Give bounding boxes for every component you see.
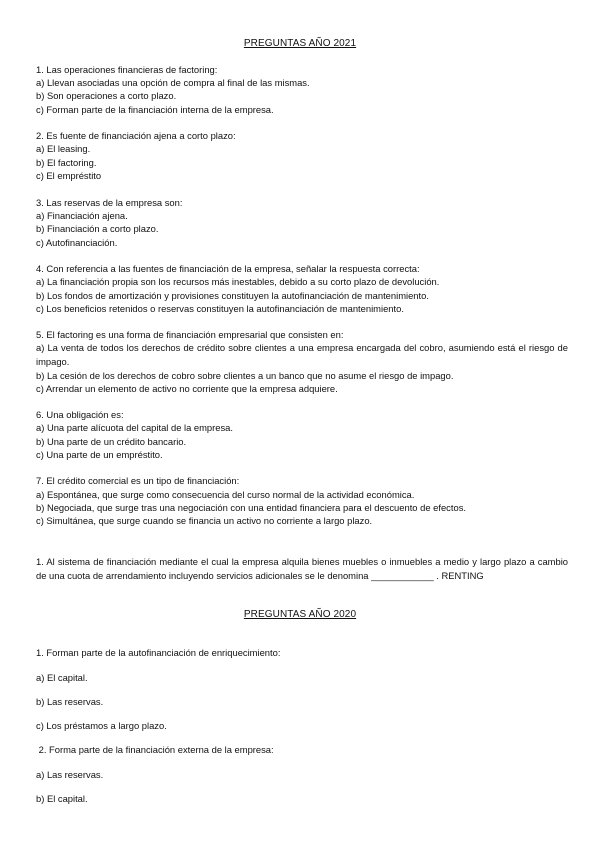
question-5-option-a: a) La venta de todos los derechos de crédito sobre clientes a una empresa encargada del cobro, asumiendo está el riesgo de impago. [36,342,568,367]
question-7-option-c: c) Simultánea, que surge cuando se financia un activo no corriente a largo plazo. [36,515,373,526]
question-4-option-b: b) Los fondos de amortización y provisiones constituyen la autofinanciación de mantenimiento. [36,290,429,301]
question-1-option-c: c) Forman parte de la financiación interna de la empresa. [36,104,274,115]
question-2020-2-option-a: a) Las reservas. [36,769,104,780]
question-2020-1: 1. Forman parte de la autofinanciación de enriquecimiento: [36,647,281,658]
question-6-option-b: b) Una parte de un crédito bancario. [36,436,187,447]
question-1: 1. Las operaciones financieras de factoring: [36,64,218,75]
question-6-option-c: c) Una parte de un empréstito. [36,449,163,460]
question-6-option-a: a) Una parte alícuota del capital de la empresa. [36,422,233,433]
question-3-option-c: c) Autofinanciación. [36,237,118,248]
question-2020-1-option-c: c) Los préstamos a largo plazo. [36,720,167,731]
question-5: 5. El factoring es una forma de financiación empresarial que consisten en: [36,329,344,340]
question-5-option-c: c) Arrendar un elemento de activo no corriente que la empresa adquiere. [36,383,338,394]
question-2-option-b: b) El factoring. [36,157,97,168]
question-7: 7. El crédito comercial es un tipo de financiación: [36,475,240,486]
question-7-option-b: b) Negociada, que surge tras una negociación con una entidad financiera para el descuento de efectos. [36,502,466,513]
question-3: 3. Las reservas de la empresa son: [36,197,183,208]
question-3-option-a: a) Financiación ajena. [36,210,128,221]
fill-in-question: 1. Al sistema de financiación mediante el cual la empresa alquila bienes muebles o inmuebles a medio y largo plazo a cambio de una cuota de arrendamiento incluyendo servicios adicionales se le denomina ____________ . RENTING [36,556,568,581]
question-1-option-a: a) Llevan asociadas una opción de compra al final de las mismas. [36,77,310,88]
question-1-option-b: b) Son operaciones a corto plazo. [36,90,177,101]
question-2020-1-option-a: a) El capital. [36,672,88,683]
question-2020-2-option-b: b) El capital. [36,793,88,804]
question-2020-2: 2. Forma parte de la financiación externa de la empresa: [36,744,274,755]
question-2-option-c: c) El empréstito [36,170,102,181]
question-2020-1-option-b: b) Las reservas. [36,696,104,707]
section-2020-title: PREGUNTAS AÑO 2020 [243,609,357,620]
question-4-option-c: c) Los beneficios retenidos o reservas constituyen la autofinanciación de mantenimiento. [36,303,404,314]
question-4-option-a: a) La financiación propia son los recursos más inestables, debido a su corto plazo de devolución. [36,276,440,287]
question-6: 6. Una obligación es: [36,409,124,420]
question-5-option-b: b) La cesión de los derechos de cobro sobre clientes a un banco que no asume el riesgo de impago. [36,370,454,381]
question-2: 2. Es fuente de financiación ajena a corto plazo: [36,130,236,141]
question-4: 4. Con referencia a las fuentes de financiación de la empresa, señalar la respuesta correcta: [36,263,420,274]
section-2021-title: PREGUNTAS AÑO 2021 [243,38,357,49]
question-7-option-a: a) Espontánea, que surge como consecuencia del curso normal de la actividad económica. [36,489,415,500]
question-2-option-a: a) El leasing. [36,143,91,154]
question-3-option-b: b) Financiación a corto plazo. [36,223,159,234]
